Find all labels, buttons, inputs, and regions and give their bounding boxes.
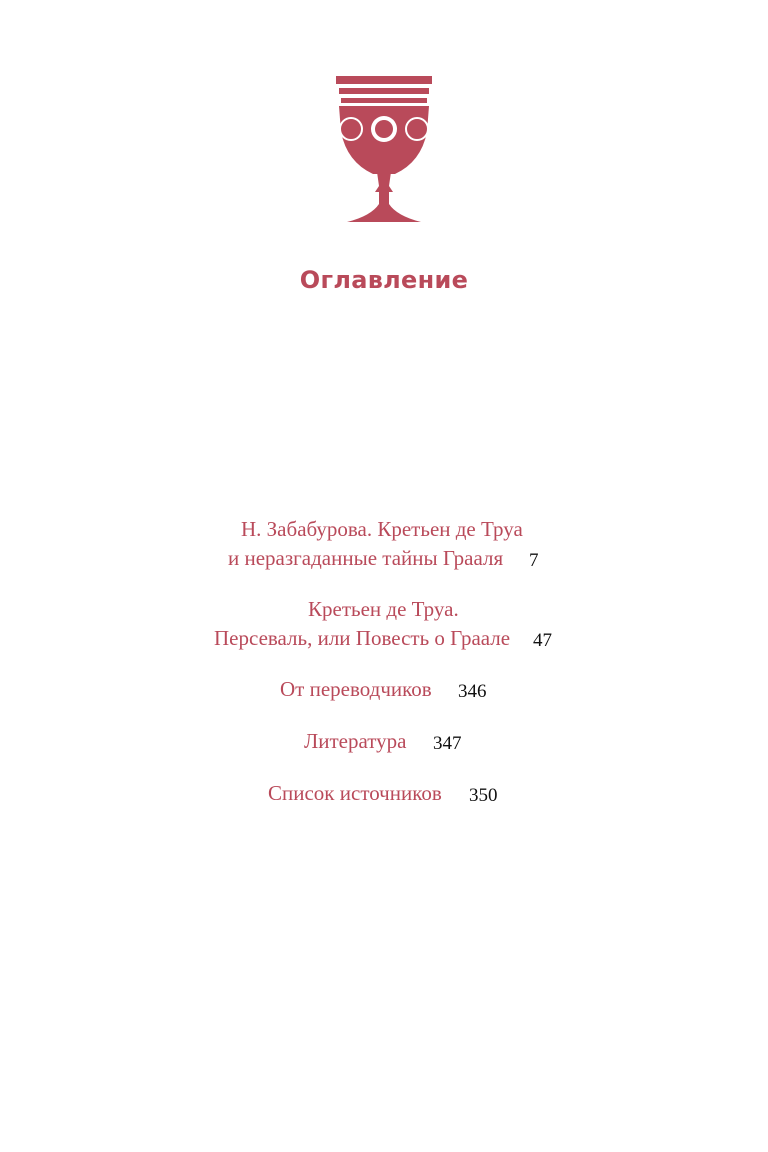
chalice-icon (331, 74, 437, 226)
page-title: Оглавление (299, 266, 469, 294)
toc-entry-page-number: 350 (469, 785, 498, 806)
toc-entry-title-line: Кретьен де Труа. (308, 597, 459, 621)
toc-entry-page-number: 47 (533, 630, 552, 651)
toc-entry-page-number: 7 (529, 550, 539, 571)
toc-entry-title-line: От переводчиков (280, 677, 432, 701)
toc-entry-title-line: Н. Забабурова. Кретьен де Труа (241, 517, 523, 541)
toc-entry-page-number: 347 (433, 733, 462, 754)
toc-entry-title-line: и неразгаданные тайны Грааля (228, 546, 504, 570)
toc-entry-title-line: Персеваль, или Повесть о Граале (214, 626, 511, 650)
toc-entry-title-line: Литература (304, 729, 407, 753)
toc-entry-page-number: 346 (458, 681, 487, 702)
toc-entry-title-line: Список источников (268, 781, 442, 805)
